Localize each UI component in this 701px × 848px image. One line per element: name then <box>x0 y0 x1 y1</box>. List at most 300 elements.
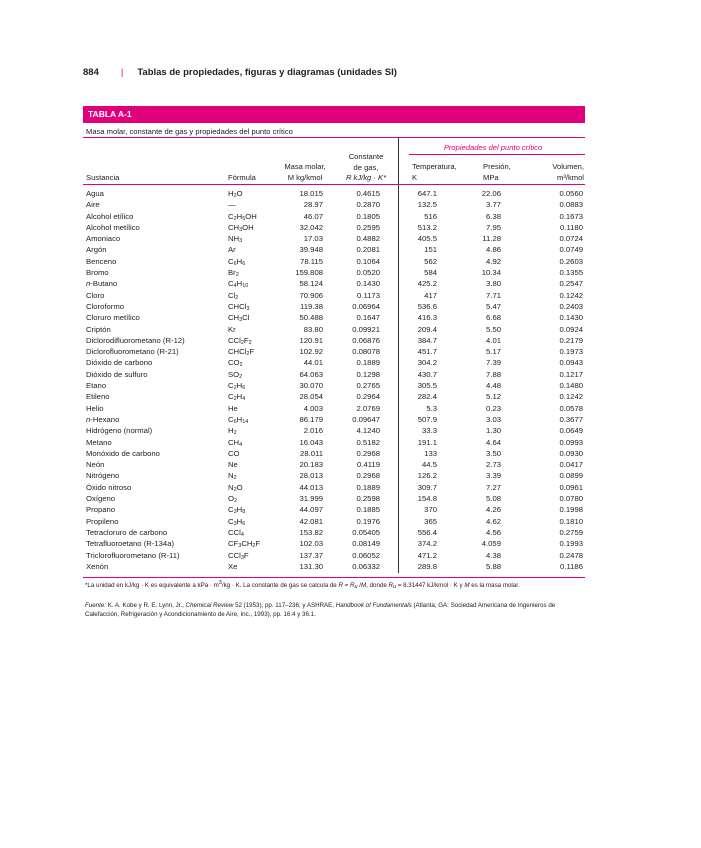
temperature-cell: 536.6 <box>417 301 437 311</box>
header-pressure-line1: Presión, <box>483 162 511 171</box>
pressure-cell: 4.38 <box>486 550 501 560</box>
header-formula: Fórmula <box>228 173 256 182</box>
table-row <box>83 312 585 323</box>
formula-cell: $Cl_2$ <box>228 290 239 301</box>
volume-cell: 0.0899 <box>559 471 583 481</box>
substance-cell: Amoniaco <box>86 234 121 244</box>
table-row <box>83 267 585 278</box>
pressure-cell: 7.39 <box>486 358 501 368</box>
pressure-cell: 3.77 <box>486 200 501 210</box>
molar-mass-cell: 78.115 <box>300 256 323 266</box>
substance-cell: Helio <box>86 403 104 413</box>
formula-cell: $N_2$ <box>228 471 237 482</box>
temperature-cell: 154.8 <box>417 494 437 504</box>
volume-cell: 0.1355 <box>559 268 583 278</box>
volume-cell: 0.0943 <box>559 358 583 368</box>
substance-cell: Aire <box>86 200 100 210</box>
temperature-cell: 305.5 <box>417 381 437 391</box>
formula-cell: CO <box>228 448 240 458</box>
table-label: TABLA A-1 <box>83 106 585 123</box>
pressure-cell: 4.62 <box>486 516 501 526</box>
header-temperature-line1: Temperatura, <box>412 162 457 171</box>
molar-mass-cell: 102.03 <box>299 539 323 549</box>
volume-cell: 0.2759 <box>559 527 583 537</box>
volume-cell: 0.0883 <box>559 200 583 210</box>
gas-constant-cell: 0.06332 <box>352 561 380 571</box>
pressure-cell: 6.68 <box>486 313 501 323</box>
header-rule <box>83 184 585 185</box>
table-row <box>83 448 585 459</box>
temperature-cell: 405.5 <box>417 234 437 244</box>
molar-mass-cell: 28.011 <box>300 448 323 458</box>
temperature-cell: 282.4 <box>417 392 437 402</box>
volume-cell: 0.2478 <box>559 550 583 560</box>
formula-cell: $C_4H_{10}$ <box>228 279 249 290</box>
table-row <box>83 516 585 527</box>
pressure-cell: 7.95 <box>486 222 501 232</box>
gas-constant-cell: 0.1647 <box>356 313 380 323</box>
table-row <box>83 550 585 561</box>
footnote-source: Fuente: K. A. Kobe y R. E. Lynn, Jr., Chemical Review 52 (1953), pp. 117–236; y ASHRAE, Handbook of Fundamentals (Atlanta, GA: Sociedad Americana de Ingenieros de Calefacción, Refrigeración y Acondicionamiento de Aire, Inc., 1993), pp. 16.4 y 36.1. <box>85 602 556 618</box>
substance-cell: Argón <box>86 245 107 255</box>
formula-cell: $CH_3Cl$ <box>228 313 250 324</box>
gas-constant-cell: 0.2595 <box>356 222 380 232</box>
temperature-cell: 365 <box>424 516 437 526</box>
table-row <box>83 414 585 425</box>
pressure-cell: 4.86 <box>486 245 501 255</box>
substance-cell: Neón <box>86 460 105 470</box>
gas-constant-cell: 0.2968 <box>356 471 380 481</box>
gas-constant-cell: 0.08149 <box>352 539 380 549</box>
substance-cell: n-Hexano <box>86 414 120 424</box>
pressure-cell: 11.28 <box>482 234 501 244</box>
substance-cell: Propileno <box>86 516 119 526</box>
pressure-cell: 5.17 <box>486 347 501 357</box>
critical-group-title: Propiedades del punto crítico <box>443 143 543 152</box>
substance-cell: Triclorofluorometano (R-11) <box>86 550 180 560</box>
formula-cell: $CF_3CH_2F$ <box>228 539 261 550</box>
substance-cell: Propano <box>86 505 116 515</box>
pressure-cell: 5.47 <box>486 301 501 311</box>
substance-cell: Cloro <box>86 290 105 300</box>
volume-cell: 0.0993 <box>559 437 583 447</box>
table-row <box>83 482 585 493</box>
volume-cell: 0.1217 <box>559 369 583 379</box>
volume-cell: 0.1810 <box>559 516 583 526</box>
gas-constant-cell: 0.1885 <box>356 505 380 515</box>
molar-mass-cell: 32.042 <box>299 222 323 232</box>
volume-cell: 0.2603 <box>559 256 583 266</box>
formula-cell: $C_3H_6$ <box>228 516 246 527</box>
substance-cell: Benceno <box>86 256 117 266</box>
molar-mass-cell: 20.183 <box>299 460 323 470</box>
table-row <box>83 425 585 436</box>
formula-cell: CCl$_3$F <box>228 550 249 561</box>
formula-cell: $C_6H_6$ <box>228 256 246 267</box>
formula-cell: $C_6H_{14}$ <box>228 414 249 425</box>
gas-constant-cell: 0.05405 <box>352 527 380 537</box>
table-row <box>83 324 585 335</box>
formula-cell: $C_2H_4$ <box>228 392 246 403</box>
gas-constant-cell: 0.2964 <box>356 392 380 402</box>
temperature-cell: 370 <box>424 505 437 515</box>
gas-constant-cell: 4.1240 <box>356 426 380 436</box>
pressure-cell: 4.059 <box>481 539 501 549</box>
volume-cell: 0.3677 <box>559 414 583 424</box>
molar-mass-cell: 83.80 <box>303 324 323 334</box>
volume-cell: 0.1673 <box>559 211 583 221</box>
molar-mass-cell: 64.063 <box>299 369 323 379</box>
formula-cell: $SO_2$ <box>228 369 243 380</box>
gas-constant-cell: 0.4119 <box>357 460 380 470</box>
volume-cell: 0.1993 <box>559 539 583 549</box>
header-gas-constant-line1: Constante <box>348 152 384 161</box>
volume-cell: 0.1998 <box>559 505 583 515</box>
substance-cell: Agua <box>86 189 104 198</box>
gas-constant-cell: 0.4615 <box>356 189 380 198</box>
substance-cell: Óxido nitroso <box>86 482 132 492</box>
pressure-cell: 3.80 <box>486 279 501 289</box>
gas-constant-cell: 0.2765 <box>356 381 380 391</box>
gas-constant-cell: 0.1976 <box>356 516 380 526</box>
temperature-cell: 132.5 <box>417 200 437 210</box>
footnote-units: *La unidad en kJ/kg · K es equivalente a kPa · $m^3/kg \cdot K$. La constante de gas se calcula de $R = R_u$ /M, donde $R_u = 8.31447$ kJ/kmol · K y M es la masa molar. <box>85 580 520 590</box>
volume-cell: 0.1186 <box>560 561 583 571</box>
header-temperature-line2: K <box>412 172 418 182</box>
formula-cell: CHCl$_2$F <box>228 347 255 358</box>
molar-mass-cell: 153.82 <box>299 527 323 537</box>
pressure-cell: 4.48 <box>486 381 501 391</box>
header-gas-constant-line2: de gas, <box>353 162 379 172</box>
header-molar-mass-line1: Masa molar, <box>284 162 326 171</box>
pressure-cell: 2.73 <box>486 460 501 470</box>
gas-constant-cell: 0.0520 <box>356 268 380 278</box>
pressure-cell: 3.50 <box>486 448 501 458</box>
substance-cell: Tetracloruro de carbono <box>86 527 168 537</box>
substance-cell: Etano <box>86 381 107 391</box>
formula-cell: CHCl$_3$ <box>228 301 250 312</box>
substance-cell: n-Butano <box>86 279 118 289</box>
substance-cell: Oxígeno <box>86 494 116 504</box>
table-row <box>83 357 585 368</box>
substance-cell: Diclorofluorometano (R-21) <box>86 347 179 357</box>
molar-mass-cell: 2.016 <box>303 426 323 436</box>
properties-table <box>83 188 585 572</box>
table-row <box>83 211 585 222</box>
temperature-cell: 647.1 <box>417 189 437 198</box>
temperature-cell: 191.1 <box>417 437 437 447</box>
volume-cell: 0.0961 <box>559 482 583 492</box>
molar-mass-cell: 16.043 <box>299 437 323 447</box>
header-molar-mass-line2: M kg/kmol <box>287 172 323 182</box>
header-pressure <box>483 162 511 183</box>
gas-constant-cell: 0.09647 <box>352 414 380 424</box>
substance-cell: Cloroformo <box>86 301 125 311</box>
header-substance: Sustancia <box>86 173 120 182</box>
formula-cell: $NH_3$ <box>228 234 243 245</box>
formula-cell: Kr <box>228 324 236 334</box>
molar-mass-cell: 44.013 <box>299 482 323 492</box>
gas-constant-cell: 0.1173 <box>357 290 380 300</box>
header-gas-constant-units: R kJ/kg · K* <box>345 173 387 183</box>
pressure-cell: 4.92 <box>486 256 501 266</box>
pressure-cell: 4.26 <box>486 505 501 515</box>
substance-cell: Bromo <box>86 268 109 278</box>
gas-constant-cell: 0.2598 <box>356 494 380 504</box>
table-row <box>83 301 585 312</box>
pressure-cell: 0.23 <box>486 403 501 413</box>
volume-cell: 0.1430 <box>559 313 583 323</box>
volume-cell: 0.1973 <box>559 347 583 357</box>
top-rule <box>83 137 585 138</box>
pressure-cell: 4.64 <box>486 437 501 447</box>
substance-cell: Tetrafluoroetano (R-134a) <box>86 539 175 549</box>
temperature-cell: 384.7 <box>417 335 437 345</box>
volume-cell: 0.0417 <box>559 460 583 470</box>
volume-cell: 0.0780 <box>559 494 583 504</box>
header-temperature <box>412 162 457 183</box>
substance-cell: Alcohol metílico <box>86 222 140 232</box>
header-volume <box>528 162 584 183</box>
molar-mass-cell: 17.03 <box>303 234 323 244</box>
running-title: Tablas de propiedades, figuras y diagramas (unidades SI) <box>137 67 397 78</box>
temperature-cell: 5.3 <box>426 403 437 413</box>
substance-cell: Hidrógeno (normal) <box>86 426 153 436</box>
molar-mass-cell: 131.30 <box>299 561 323 571</box>
substance-cell: Dióxido de carbono <box>86 358 153 368</box>
pressure-cell: 7.88 <box>486 369 501 379</box>
molar-mass-cell: 30.070 <box>299 381 323 391</box>
substance-cell: Criptón <box>86 324 111 334</box>
volume-cell: 0.1242 <box>559 392 583 402</box>
molar-mass-cell: 46.07 <box>303 211 323 221</box>
molar-mass-cell: 86.179 <box>299 414 323 424</box>
molar-mass-cell: 18.015 <box>299 189 323 198</box>
temperature-cell: 425.2 <box>417 279 437 289</box>
molar-mass-cell: 102.92 <box>299 347 323 357</box>
temperature-cell: 374.2 <box>417 539 437 549</box>
temperature-cell: 416.3 <box>417 313 437 323</box>
table-row <box>83 527 585 538</box>
molar-mass-cell: 28.054 <box>299 392 323 402</box>
table-row <box>83 199 585 210</box>
formula-cell: $CO_2$ <box>228 358 243 369</box>
formula-cell: $C_2H_6$ <box>228 381 246 392</box>
formula-cell: $C_2H_5OH$ <box>228 211 257 222</box>
temperature-cell: 289.8 <box>417 561 437 571</box>
formula-cell: $CH_3OH$ <box>228 222 254 233</box>
substance-cell: Metano <box>86 437 112 447</box>
substance-cell: Diclorodifluorometano (R-12) <box>86 335 185 345</box>
molar-mass-cell: 137.37 <box>299 550 323 560</box>
temperature-cell: 516 <box>424 211 437 221</box>
pressure-cell: 5.88 <box>486 561 501 571</box>
pressure-cell: 4.01 <box>486 335 501 345</box>
header-pressure-line2: MPa <box>483 172 499 182</box>
pressure-cell: 3.39 <box>486 471 501 481</box>
molar-mass-cell: 120.91 <box>299 335 323 345</box>
molar-mass-cell: 42.081 <box>299 516 323 526</box>
temperature-cell: 513.2 <box>417 222 437 232</box>
header-gas-constant-line3 <box>336 173 396 184</box>
gas-constant-cell: 0.2081 <box>356 245 380 255</box>
formula-cell: CCl$_4$ <box>228 527 244 538</box>
volume-cell: 0.1180 <box>560 222 583 232</box>
table-row <box>83 256 585 267</box>
temperature-cell: 507.9 <box>417 414 437 424</box>
bottom-rule <box>83 577 585 578</box>
temperature-cell: 151 <box>424 245 437 255</box>
molar-mass-cell: 44.01 <box>303 358 323 368</box>
volume-cell: 0.2179 <box>559 335 583 345</box>
volume-cell: 0.0560 <box>559 189 583 198</box>
header-gas-constant <box>336 152 396 184</box>
volume-cell: 0.2547 <box>559 279 583 289</box>
substance-cell: Cloruro metílico <box>86 313 140 323</box>
gas-constant-cell: 0.1805 <box>356 211 380 221</box>
temperature-cell: 430.7 <box>417 369 437 379</box>
table-row <box>83 459 585 470</box>
gas-constant-cell: 0.06876 <box>352 335 380 345</box>
table-row <box>83 335 585 346</box>
volume-cell: 0.0649 <box>559 426 583 436</box>
formula-cell: $CH_4$ <box>228 437 243 448</box>
header-separator: | <box>120 67 124 78</box>
gas-constant-cell: 0.1430 <box>356 279 380 289</box>
molar-mass-cell: 28.013 <box>299 471 323 481</box>
pressure-cell: 10.34 <box>481 268 501 278</box>
pressure-cell: 7.71 <box>486 290 501 300</box>
table-row <box>83 188 585 199</box>
page-number: 884 <box>83 67 99 78</box>
volume-cell: 0.1242 <box>559 290 583 300</box>
temperature-cell: 133 <box>424 448 437 458</box>
table-row <box>83 369 585 380</box>
molar-mass-cell: 159.808 <box>295 268 323 278</box>
table-row <box>83 391 585 402</box>
volume-cell: 0.0930 <box>559 448 583 458</box>
table-row <box>83 222 585 233</box>
gas-constant-cell: 0.4882 <box>356 234 380 244</box>
pressure-cell: 1.30 <box>486 426 501 436</box>
table-row <box>83 493 585 504</box>
temperature-cell: 309.7 <box>417 482 437 492</box>
formula-cell: $C_3H_8$ <box>228 505 246 516</box>
formula-cell: $CCl_2F_2$ <box>228 335 252 346</box>
table-row <box>83 437 585 448</box>
table-row <box>83 380 585 391</box>
pressure-cell: 5.12 <box>486 392 501 402</box>
temperature-cell: 33.3 <box>422 426 437 436</box>
header-volume-line1: Volumen, <box>552 162 584 171</box>
temperature-cell: 451.7 <box>417 347 437 357</box>
pressure-cell: 3.03 <box>486 414 501 424</box>
gas-constant-cell: 0.06964 <box>352 301 380 311</box>
substance-cell: Nitrógeno <box>86 471 120 481</box>
table-row <box>83 244 585 255</box>
temperature-cell: 556.4 <box>417 527 437 537</box>
temperature-cell: 304.2 <box>417 358 437 368</box>
substance-cell: Alcohol etílico <box>86 211 134 221</box>
formula-cell: $H_2$ <box>228 426 237 437</box>
substance-cell: Xenón <box>86 561 109 571</box>
table-row <box>83 233 585 244</box>
molar-mass-cell: 119.38 <box>300 301 323 311</box>
gas-constant-cell: 0.5182 <box>356 437 380 447</box>
temperature-cell: 417 <box>424 290 437 300</box>
pressure-cell: 5.50 <box>486 324 501 334</box>
temperature-cell: 471.2 <box>417 550 437 560</box>
gas-constant-cell: 0.1889 <box>356 482 380 492</box>
table-row <box>83 470 585 481</box>
pressure-cell: 7.27 <box>486 482 501 492</box>
volume-cell: 0.2403 <box>559 301 583 311</box>
header-molar-mass <box>276 162 334 183</box>
formula-cell: Xe <box>228 561 238 571</box>
formula-cell: Ar <box>228 245 236 255</box>
molar-mass-cell: 28.97 <box>303 200 323 210</box>
table-row <box>83 561 585 572</box>
formula-cell: Ne <box>228 460 238 470</box>
gas-constant-cell: 0.1298 <box>356 369 380 379</box>
table-body <box>83 188 585 572</box>
pressure-cell: 4.56 <box>486 527 501 537</box>
running-head <box>83 67 397 78</box>
gas-constant-cell: 0.2968 <box>356 448 380 458</box>
formula-cell: $N_2O$ <box>228 482 243 493</box>
gas-constant-cell: 0.1889 <box>356 358 380 368</box>
gas-constant-cell: 0.1064 <box>356 256 380 266</box>
temperature-cell: 562 <box>424 256 437 266</box>
pressure-cell: 5.08 <box>486 494 501 504</box>
table-row <box>83 346 585 357</box>
gas-constant-cell: 0.06052 <box>352 550 380 560</box>
molar-mass-cell: 50.488 <box>299 313 323 323</box>
gas-constant-cell: 0.2870 <box>356 200 380 210</box>
volume-cell: 0.0924 <box>559 324 583 334</box>
formula-cell: $H_2O$ <box>228 189 243 199</box>
table-row <box>83 504 585 515</box>
table-row <box>83 403 585 414</box>
critical-group-rule <box>409 154 585 155</box>
table-caption: Masa molar, constante de gas y propiedades del punto crítico <box>86 127 293 136</box>
pressure-cell: 6.38 <box>486 211 501 221</box>
substance-cell: Monóxido de carbono <box>86 448 160 458</box>
formula-cell: $O_2$ <box>228 494 238 505</box>
volume-cell: 0.1480 <box>559 381 583 391</box>
temperature-cell: 584 <box>424 268 437 278</box>
volume-cell: 0.0578 <box>559 403 583 413</box>
formula-cell: $Br_2$ <box>228 268 239 279</box>
header-volume-line2: m³/kmol <box>557 172 584 182</box>
pressure-cell: 22.06 <box>481 189 501 198</box>
substance-cell: Etileno <box>86 392 110 402</box>
gas-constant-cell: 0.08078 <box>352 347 380 357</box>
molar-mass-cell: 58.124 <box>299 279 323 289</box>
molar-mass-cell: 4.003 <box>303 403 323 413</box>
formula-cell: — <box>228 200 236 210</box>
volume-cell: 0.0724 <box>559 234 583 244</box>
table-row <box>83 538 585 549</box>
temperature-cell: 44.5 <box>422 460 437 470</box>
table-row <box>83 278 585 289</box>
molar-mass-cell: 70.906 <box>299 290 323 300</box>
molar-mass-cell: 44.097 <box>299 505 323 515</box>
temperature-cell: 209.4 <box>417 324 437 334</box>
molar-mass-cell: 39.948 <box>299 245 323 255</box>
temperature-cell: 126.2 <box>417 471 437 481</box>
formula-cell: He <box>228 403 238 413</box>
